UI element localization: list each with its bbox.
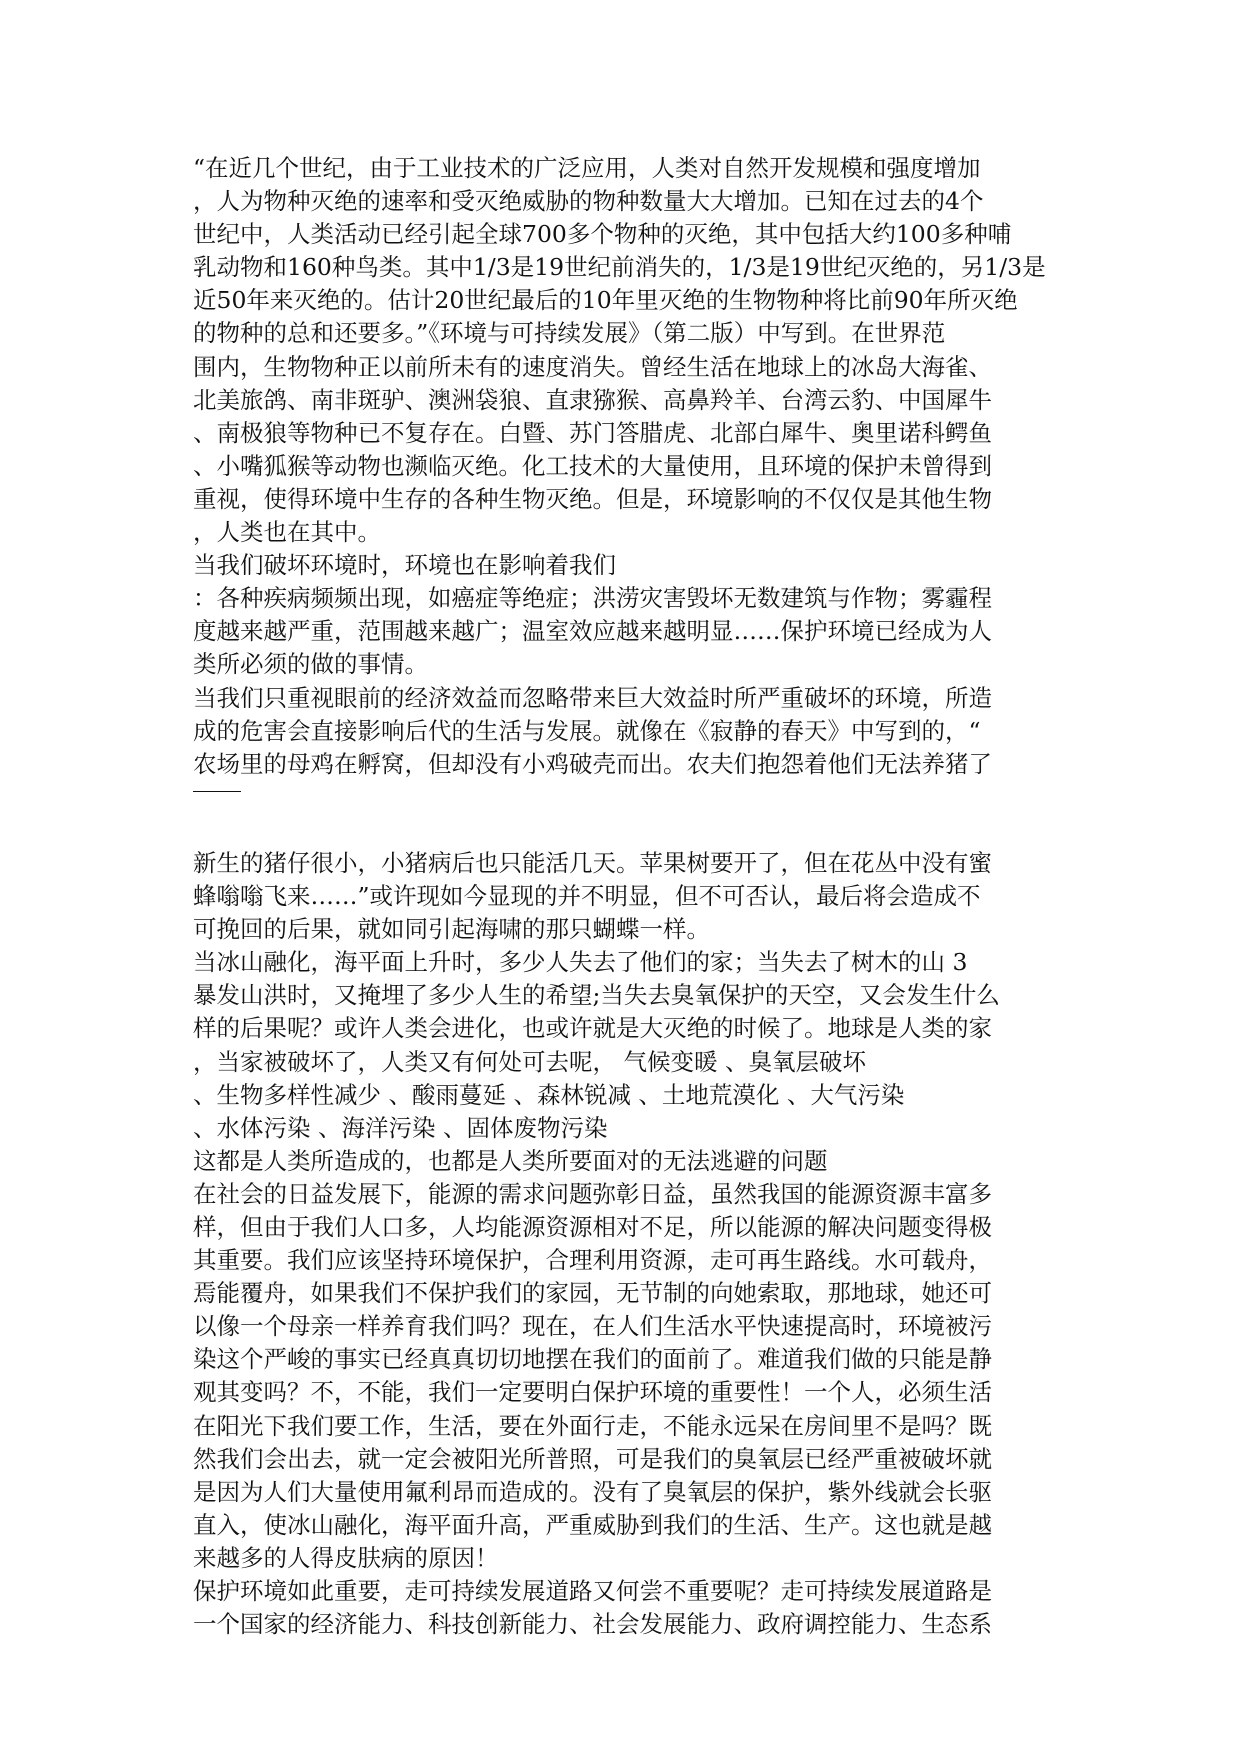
text-line: 、小嘴狐猴等动物也濒临灭绝。化工技术的大量使用，且环境的保护未曾得到: [193, 451, 992, 480]
text-line: 是因为人们大量使用氟利昂而造成的。没有了臭氧层的保护，紫外线就会长驱: [193, 1477, 992, 1506]
text-line: 、生物多样性减少 、酸雨蔓延 、森林锐减 、土地荒漠化 、大气污染: [193, 1080, 905, 1109]
text-line: ：各种疾病频频出现，如癌症等绝症；洪涝灾害毁坏无数建筑与作物；雾霾程: [193, 584, 992, 613]
text-line: 围内，生物物种正以前所未有的速度消失。曾经生活在地球上的冰岛大海雀、: [193, 352, 992, 381]
text-line: 当我们破坏环境时，环境也在影响着我们: [193, 551, 616, 580]
dash-rule: [193, 791, 241, 792]
text-line: 度越来越严重，范围越来越广；温室效应越来越明显……保护环境已经成为人: [193, 617, 992, 646]
text-line: 样，但由于我们人口多，人均能源资源相对不足，所以能源的解决问题变得极: [193, 1213, 992, 1241]
text-line: 蜂嗡嗡飞来……”或许现如今显现的并不明显，但不可否认，最后将会造成不: [193, 882, 981, 911]
text-line: ，人类也在其中。: [193, 518, 381, 547]
text-line: 、水体污染 、海洋污染 、固体废物污染: [193, 1113, 608, 1142]
dash-rule-line: [193, 781, 1053, 814]
text-line: ，人为物种灭绝的速率和受灭绝威胁的物种数量大大增加。已知在过去的4个: [193, 187, 984, 216]
text-line: 一个国家的经济能力、科技创新能力、社会发展能力、政府调控能力、生态系: [193, 1610, 992, 1639]
text-line: 类所必须的做的事情。: [193, 650, 428, 679]
text-line: 来越多的人得皮肤病的原因！: [193, 1543, 499, 1572]
text-line: 然我们会出去，就一定会被阳光所普照，可是我们的臭氧层已经严重被破坏就: [193, 1444, 992, 1473]
text-line: 北美旅鸽、南非斑驴、澳洲袋狼、直隶猕猴、高鼻羚羊、台湾云豹、中国犀牛: [193, 385, 992, 414]
text-line: 乳动物和160种鸟类。其中1/3是19世纪前消失的，1/3是19世纪灭绝的，另1/3是: [193, 253, 1046, 282]
text-block-before-rule: [193, 152, 1053, 781]
text-line: 暴发山洪时，又掩埋了多少人生的希望;当失去臭氧保护的天空，又会发生什么: [193, 981, 1000, 1010]
text-line: 其重要。我们应该坚持环境保护，合理利用资源，走可再生路线。水可载舟，: [193, 1246, 992, 1275]
text-line: 这都是人类所造成的，也都是人类所要面对的无法逃避的问题: [193, 1146, 828, 1175]
text-block-after-rule: [193, 847, 1053, 1641]
text-line: 染这个严峻的事实已经真真切切地摆在我们的面前了。难道我们做的只能是静: [193, 1345, 992, 1374]
blank-line: [193, 814, 1053, 847]
text-line: 可挽回的后果，就如同引起海啸的那只蝴蝶一样。: [193, 915, 710, 944]
text-line: 新生的猪仔很小，小猪病后也只能活几天。苹果树要开了，但在花丛中没有蜜: [193, 848, 992, 877]
text-line: 重视，使得环境中生存的各种生物灭绝。但是，环境影响的不仅仅是其他生物: [193, 484, 992, 513]
text-line: 在社会的日益发展下，能源的需求问题弥彰日益，虽然我国的能源资源丰富多: [193, 1179, 992, 1208]
text-line: 以像一个母亲一样养育我们吗？现在，在人们生活水平快速提高时，环境被污: [193, 1312, 992, 1341]
text-line: 样的后果呢？或许人类会进化，也或许就是大灭绝的时候了。地球是人类的家: [193, 1014, 992, 1043]
text-line: 观其变吗？不，不能，我们一定要明白保护环境的重要性！一个人，必须生活: [193, 1378, 992, 1407]
text-line: 当我们只重视眼前的经济效益而忽略带来巨大效益时所严重破坏的环境，所造: [193, 683, 992, 712]
text-line: 直入，使冰山融化，海平面升高，严重威胁到我们的生活、生产。这也就是越: [193, 1510, 992, 1539]
text-line: 世纪中，人类活动已经引起全球700多个物种的灭绝，其中包括大约100多种哺: [193, 220, 1012, 249]
text-line: 近50年来灭绝的。估计20世纪最后的10年里灭绝的生物物种将比前90年所灭绝: [193, 286, 1018, 315]
text-line: ，当家被破坏了，人类又有何处可去呢， 气候变暖 、臭氧层破坏: [193, 1047, 866, 1076]
text-line: 农场里的母鸡在孵窝，但却没有小鸡破壳而出。农夫们抱怨着他们无法养猪了: [193, 749, 992, 778]
text-line: 焉能覆舟，如果我们不保护我们的家园，无节制的向她索取，那地球，她还可: [193, 1279, 992, 1308]
text-line: 的物种的总和还要多。”《环境与可持续发展》（第二版）中写到。在世界范: [193, 319, 946, 348]
text-line: 成的危害会直接影响后代的生活与发展。就像在《寂静的春天》中写到的，“: [193, 716, 981, 745]
text-line: 在阳光下我们要工作，生活，要在外面行走，不能永远呆在房间里不是吗？既: [193, 1411, 992, 1440]
text-line: 当冰山融化，海平面上升时，多少人失去了他们的家；当失去了树木的山 3: [193, 948, 968, 977]
text-line: “在近几个世纪，由于工业技术的广泛应用，人类对自然开发规模和强度增加: [193, 154, 981, 182]
text-line: 保护环境如此重要，走可持续发展道路又何尝不重要呢？走可持续发展道路是: [193, 1577, 992, 1606]
document-body: [193, 152, 1053, 1641]
text-line: 、南极狼等物种已不复存在。白暨、苏门答腊虎、北部白犀牛、奥里诺科鳄鱼: [193, 418, 992, 447]
